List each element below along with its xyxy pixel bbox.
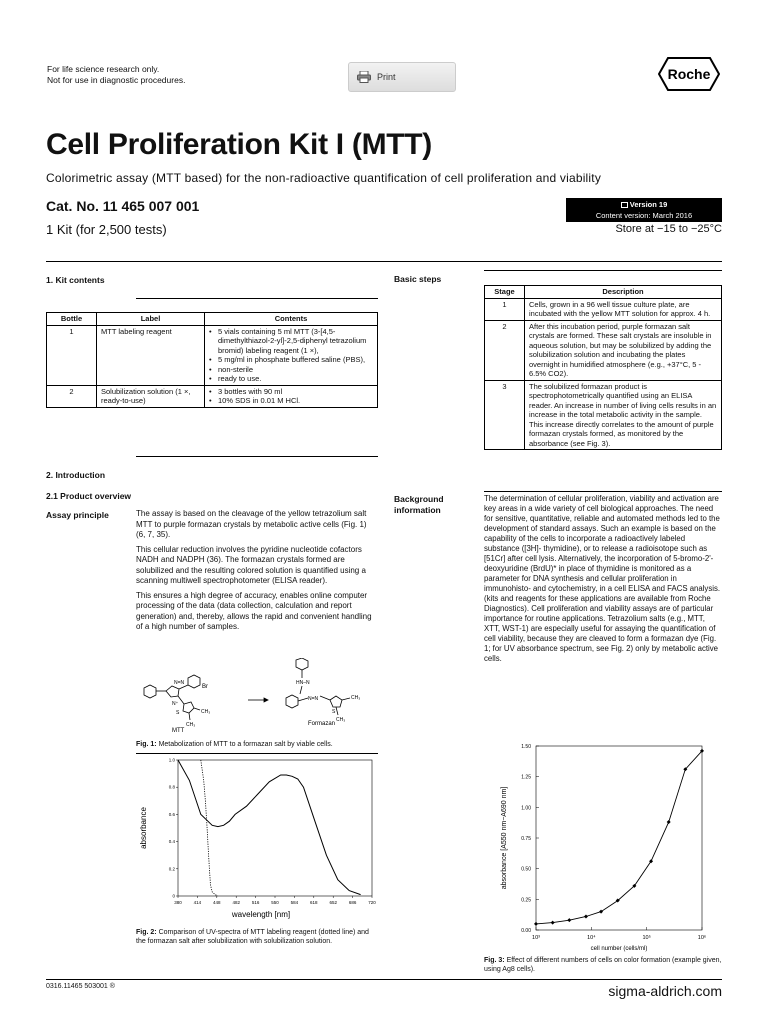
data-point bbox=[551, 921, 555, 925]
fig2-caption-text: Comparison of UV-spectra of MTT labeling reagent (dotted line) and the formazan salt after solubilization with solubilization solution. bbox=[136, 929, 369, 945]
mtt-structure bbox=[144, 675, 200, 720]
x-tick-label: 414 bbox=[193, 900, 202, 905]
kit-header-contents: Contents bbox=[205, 313, 378, 326]
svg-text:S: S bbox=[176, 710, 180, 716]
registered-icon: ® bbox=[109, 983, 115, 990]
y-tick-label: 0.50 bbox=[521, 866, 531, 873]
kit-contents-table bbox=[46, 312, 378, 408]
y-tick-label: 0.2 bbox=[168, 866, 175, 872]
svg-text:N⁺: N⁺ bbox=[172, 701, 179, 707]
version-badge bbox=[566, 198, 722, 222]
fig2-uv-spectra-chart bbox=[136, 756, 378, 924]
table-row bbox=[47, 385, 378, 407]
kit-contents-heading: 1. Kit contents bbox=[46, 275, 105, 285]
logo-text: Roche bbox=[667, 66, 711, 82]
bottle-label: MTT labeling reagent bbox=[97, 325, 205, 385]
footer-code-text: 0316.11465 503001 bbox=[46, 983, 108, 990]
fig1-reaction-diagram bbox=[136, 658, 378, 736]
steps-header-description: Description bbox=[525, 286, 722, 299]
kit-contents-rule bbox=[136, 298, 378, 299]
kit-header-label: Label bbox=[97, 313, 205, 326]
roche-logo bbox=[658, 57, 720, 91]
footer-url[interactable]: sigma-aldrich.com bbox=[608, 983, 722, 999]
contents-item: • 3 bottles with 90 ml bbox=[209, 387, 373, 397]
fig1-rule bbox=[136, 753, 378, 754]
version-icon bbox=[621, 202, 628, 208]
content-version: Content version: March 2016 bbox=[595, 211, 693, 220]
y-tick-label: 1.00 bbox=[521, 805, 531, 812]
x-tick-label: 10⁶ bbox=[697, 935, 707, 941]
y-tick-label: 0.00 bbox=[521, 928, 531, 934]
table-row bbox=[47, 325, 378, 385]
disclaimer-line-1: For life science research only. bbox=[47, 64, 160, 74]
svg-text:S: S bbox=[332, 709, 336, 715]
y-tick-label: 0.25 bbox=[521, 897, 531, 904]
steps-header-stage: Stage bbox=[485, 286, 525, 299]
basic-steps-rule bbox=[484, 270, 722, 271]
y-tick-label: 0 bbox=[172, 893, 175, 899]
formazan-label: Formazan bbox=[308, 721, 336, 727]
svg-text:CH₃: CH₃ bbox=[336, 717, 346, 723]
bottle-label: Solubilization solution (1 ×, ready-to-use) bbox=[97, 385, 205, 407]
contents-item: • 10% SDS in 0.01 M HCl. bbox=[209, 396, 373, 406]
y-axis-label: absorbance [A550 nm−A690 nm] bbox=[501, 786, 508, 890]
data-point bbox=[584, 915, 588, 919]
fig2-caption-label: Fig. 2: bbox=[136, 929, 157, 936]
x-tick-label: 10³ bbox=[532, 935, 540, 941]
table-row bbox=[485, 298, 722, 320]
background-label: Background information bbox=[394, 494, 444, 515]
fig3-caption bbox=[484, 956, 722, 974]
x-tick-label: 720 bbox=[368, 900, 376, 905]
x-tick-label: 516 bbox=[251, 900, 260, 905]
assay-principle-text bbox=[136, 509, 378, 637]
y-tick-label: 1.50 bbox=[521, 744, 531, 750]
x-tick-label: 652 bbox=[329, 900, 337, 905]
background-text: The determination of cellular proliferation, viability and activation are key areas in a wide variety of cell biological approaches. The need for sensitive, quantitative, reliable and automated methods led to the development of standard assays. Such an example is based on the capability of the cells to incorporate a radioactively labeled substance ([3H]- thymidine), or to release a radioisotope such as [51Cr] after cell lysis. Alternatively, the incorporation of 5-bromo-2'-deoxyuridine (BrdU)* in place of thymidine is monitored as a parameter for DNA synthesis and cellular proliferation in immunohisto- and cytochemistry, in a cell ELISA and FACS analysis. (kits and reagents for these applications are available from Roche Diagnostics). Cell proliferation and viability assays are of particular importance for routine applications. Tetrazolium salts (e.g., MTT, XTT, WST-1) are especially useful for assaying the quantification of cell viability, because they are cleaved to form a formazan dye (Fig. 1; for UV absorbance spectrum, see Fig. 2) only by metabolic active cells. bbox=[484, 494, 721, 663]
intro-rule bbox=[136, 456, 378, 457]
y-tick-label: 0.4 bbox=[168, 839, 175, 845]
introduction-heading: 2. Introduction bbox=[46, 470, 106, 480]
table-row bbox=[485, 380, 722, 450]
x-tick-label: 10⁵ bbox=[642, 935, 651, 941]
x-tick-label: 380 bbox=[174, 900, 182, 905]
stage-number: 1 bbox=[485, 298, 525, 320]
catalog-number: Cat. No. 11 465 007 001 bbox=[46, 198, 200, 214]
reaction-arrow bbox=[248, 698, 268, 702]
y-tick-label: 0.75 bbox=[521, 836, 531, 842]
header-rule bbox=[46, 261, 722, 262]
svg-text:CH₃: CH₃ bbox=[351, 695, 361, 701]
formazan-spectrum-line bbox=[178, 760, 361, 895]
assay-principle-label: Assay principle bbox=[46, 510, 109, 520]
basic-steps-table bbox=[484, 285, 722, 450]
data-point bbox=[567, 918, 571, 922]
fig3-cell-number-chart bbox=[484, 738, 722, 956]
svg-text:CH₃: CH₃ bbox=[186, 722, 196, 728]
disclaimer-line-2: Not for use in diagnostic procedures. bbox=[47, 75, 186, 85]
x-axis-label: cell number (cells/ml) bbox=[590, 946, 648, 952]
y-axis-label: absorbance bbox=[139, 807, 148, 849]
svg-text:Br: Br bbox=[202, 684, 208, 690]
stage-description: Cells, grown in a 96 well tissue culture plate, are incubated with the yellow MTT solution for approx. 4 h. bbox=[525, 298, 722, 320]
product-overview-heading: 2.1 Product overview bbox=[46, 491, 132, 501]
storage-conditions: Store at −15 to −25°C bbox=[615, 223, 722, 235]
mtt-label: MTT bbox=[172, 728, 185, 734]
kit-header-bottle: Bottle bbox=[47, 313, 97, 326]
intro-paragraph: The assay is based on the cleavage of the yellow tetrazolium salt MTT to purple formazan crystals by metabolic active cells (Fig. 1) (6, 7, 35). bbox=[136, 509, 367, 539]
footer-code bbox=[46, 983, 115, 990]
x-tick-label: 550 bbox=[271, 900, 279, 905]
background-rule bbox=[484, 491, 722, 492]
contents-item: • non-sterile bbox=[209, 365, 373, 375]
svg-text:N=N: N=N bbox=[174, 680, 185, 686]
svg-text:N=N: N=N bbox=[308, 696, 319, 702]
contents-item: • 5 vials containing 5 ml MTT (3-[4,5-dimethylthiazol-2-yl]-2,5-diphenyl tetrazolium bromid) labeling reagent (1 ×), bbox=[209, 327, 373, 356]
intro-paragraph: This ensures a high degree of accuracy, enables online computer processing of the data (data collection, calculation and report generation) and, thereby, allows the rapid and convenient handling of a high number of samples. bbox=[136, 590, 372, 631]
print-label: Print bbox=[377, 72, 396, 82]
table-row bbox=[485, 320, 722, 380]
x-tick-label: 584 bbox=[290, 900, 299, 905]
footer-rule bbox=[46, 979, 722, 980]
x-axis-label: wavelength [nm] bbox=[231, 910, 291, 919]
y-tick-label: 0.8 bbox=[168, 784, 175, 790]
data-point bbox=[667, 820, 671, 824]
svg-text:CH₃: CH₃ bbox=[201, 709, 211, 715]
svg-text:HN–N: HN–N bbox=[296, 680, 310, 686]
bottle-number: 1 bbox=[47, 325, 97, 385]
stage-number: 3 bbox=[485, 380, 525, 450]
fig3-caption-label: Fig. 3: bbox=[484, 957, 505, 964]
version-number: Version 19 bbox=[629, 200, 668, 209]
intro-paragraph: This cellular reduction involves the pyridine nucleotide cofactors NADH and NADPH (36). The formazan crystals formed are solubilized and the resulting colored solution is quantified using a scanning multiwell spectrophotometer (ELISA reader). bbox=[136, 544, 366, 585]
printer-icon bbox=[357, 71, 371, 83]
x-tick-label: 10⁴ bbox=[587, 935, 596, 941]
y-tick-label: 1.25 bbox=[521, 774, 531, 781]
formazan-structure bbox=[286, 658, 350, 715]
stage-description: The solubilized formazan product is spectrophotometrically quantified using an ELISA reader. An increase in number of living cells results in an increase in the total metabolic activity in the sample. This increase directly correlates to the amount of purple formazan crystals formed, as monitored by the absorbance (see Fig. 3). bbox=[525, 380, 722, 450]
page-title: Cell Proliferation Kit I (MTT) bbox=[46, 128, 432, 161]
print-button[interactable] bbox=[348, 62, 456, 92]
kit-size: 1 Kit (for 2,500 tests) bbox=[46, 222, 167, 237]
fig1-caption-text: Metabolization of MTT to a formazan salt by viable cells. bbox=[156, 741, 333, 748]
y-tick-label: 1.0 bbox=[168, 757, 175, 763]
fig2-caption bbox=[136, 928, 378, 946]
fig3-caption-text: Effect of different numbers of cells on color formation (example given, using Ag8 cells). bbox=[484, 957, 722, 973]
stage-number: 2 bbox=[485, 320, 525, 380]
basic-steps-heading: Basic steps bbox=[394, 274, 442, 284]
x-tick-label: 618 bbox=[310, 900, 318, 905]
fig1-caption bbox=[136, 740, 378, 749]
y-tick-label: 0.6 bbox=[168, 811, 175, 817]
data-point bbox=[534, 922, 538, 926]
stage-description: After this incubation period, purple formazan salt crystals are formed. These salt crystals are insoluble in aqueous solution, but may be solubilized by adding the solubilization solution and incubating the plates overnight in humidified atmosphere (e.g., +37°C, 5 - 6.5% CO2). bbox=[525, 320, 722, 380]
fit-curve bbox=[536, 751, 702, 924]
contents-item: • 5 mg/ml in phosphate buffered saline (PBS), bbox=[209, 355, 373, 365]
contents-item: • ready to use. bbox=[209, 374, 373, 384]
page-subtitle: Colorimetric assay (MTT based) for the non-radioactive quantification of cell proliferation and viability bbox=[46, 171, 602, 185]
disclaimer bbox=[47, 64, 185, 86]
x-tick-label: 686 bbox=[348, 900, 357, 905]
x-tick-label: 482 bbox=[232, 900, 240, 905]
mtt-spectrum-dotted-line bbox=[201, 760, 218, 896]
plot-frame bbox=[536, 746, 702, 930]
bottle-number: 2 bbox=[47, 385, 97, 407]
fig1-caption-label: Fig. 1: bbox=[136, 741, 157, 748]
x-tick-label: 448 bbox=[213, 900, 221, 905]
